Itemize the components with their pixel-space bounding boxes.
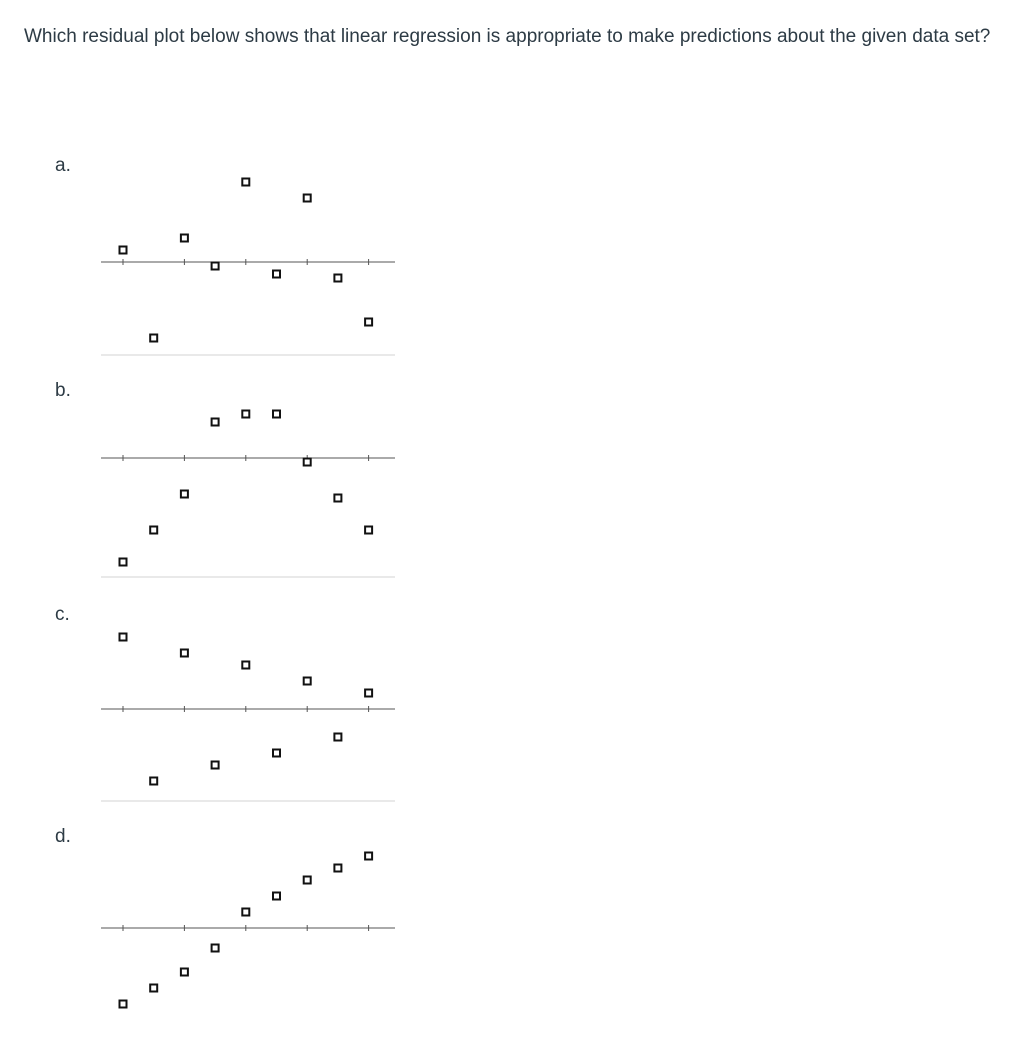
data-point xyxy=(150,335,157,342)
data-point xyxy=(242,411,249,418)
data-point xyxy=(120,634,127,641)
data-point xyxy=(334,495,341,502)
data-point xyxy=(242,909,249,916)
data-point xyxy=(365,690,372,697)
data-point xyxy=(334,734,341,741)
data-point xyxy=(120,559,127,566)
data-point xyxy=(273,271,280,278)
data-point xyxy=(212,945,219,952)
data-point xyxy=(334,275,341,282)
data-point xyxy=(365,853,372,860)
data-point xyxy=(212,263,219,270)
data-point xyxy=(273,893,280,900)
data-point xyxy=(242,662,249,669)
option-b-label[interactable]: b. xyxy=(55,380,71,401)
question-text: Which residual plot below shows that linear regression is appropriate to make predictions about the given data set? xyxy=(24,26,991,47)
data-point xyxy=(304,459,311,466)
residual-plot-b xyxy=(95,390,405,582)
data-point xyxy=(150,778,157,785)
option-d-label[interactable]: d. xyxy=(55,826,71,847)
data-point xyxy=(150,527,157,534)
residual-plot-svg xyxy=(95,836,405,1016)
data-point xyxy=(120,1001,127,1008)
data-point xyxy=(304,195,311,202)
data-point xyxy=(181,235,188,242)
data-point xyxy=(304,678,311,685)
data-point xyxy=(212,419,219,426)
data-point xyxy=(365,319,372,326)
data-point xyxy=(181,650,188,657)
option-c-label[interactable]: c. xyxy=(55,604,70,625)
option-a-label[interactable]: a. xyxy=(55,155,71,176)
residual-plot-svg xyxy=(95,390,405,582)
residual-plot-a xyxy=(95,170,405,360)
residual-plot-c xyxy=(95,612,405,804)
data-point xyxy=(273,411,280,418)
residual-plot-svg xyxy=(95,612,405,804)
data-point xyxy=(304,877,311,884)
data-point xyxy=(181,491,188,498)
data-point xyxy=(273,750,280,757)
data-point xyxy=(120,247,127,254)
data-point xyxy=(212,762,219,769)
data-point xyxy=(150,985,157,992)
data-point xyxy=(365,527,372,534)
data-point xyxy=(242,179,249,186)
data-point xyxy=(334,865,341,872)
data-point xyxy=(181,969,188,976)
residual-plot-svg xyxy=(95,170,405,360)
residual-plot-d xyxy=(95,836,405,1016)
